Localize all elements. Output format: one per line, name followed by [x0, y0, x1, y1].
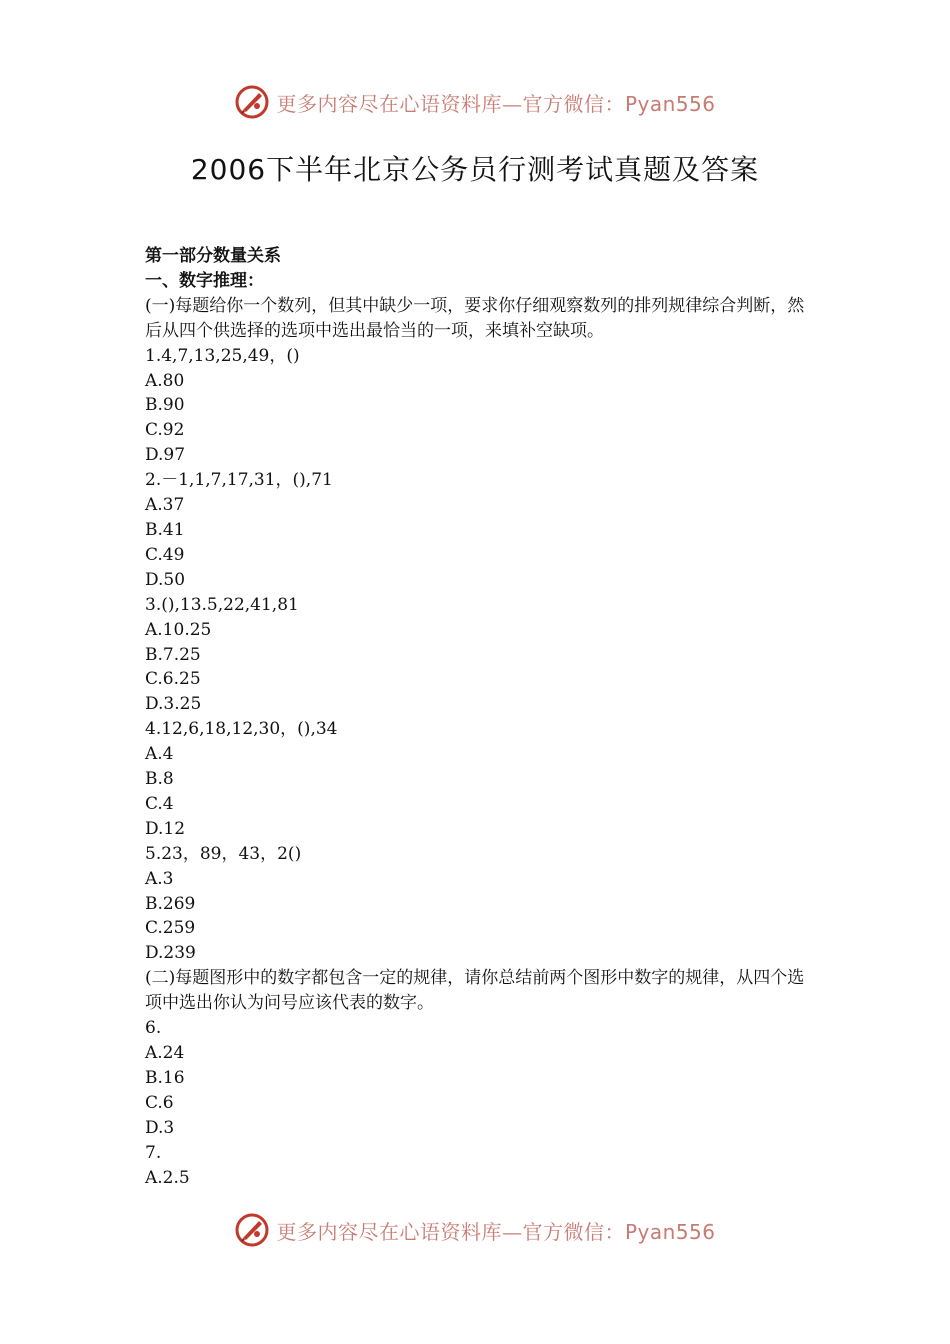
- question-stem: 6.: [145, 1018, 162, 1039]
- option: B.41: [145, 519, 185, 540]
- header-banner: [0, 82, 950, 122]
- option: A.4: [145, 744, 174, 765]
- option: B.16: [145, 1067, 185, 1088]
- question-stem: 5.23，89，43，2(): [145, 843, 302, 864]
- banner-text: 更多内容尽在心语资料库—官方微信：Pyan556: [276, 1219, 716, 1244]
- question-block-7: [145, 1141, 815, 1191]
- option: C.6: [145, 1092, 174, 1113]
- option: D.50: [145, 569, 186, 590]
- instruction-paragraph-2: (二)每题图形中的数字都包含一定的规律，请你总结前两个图形中数字的规律，从四个选项中选出你认为问号应该代表的数字。: [145, 968, 805, 1014]
- option: C.92: [145, 420, 185, 441]
- option: D.12: [145, 818, 186, 839]
- option: A.2.5: [145, 1167, 190, 1188]
- document-body: [145, 244, 815, 1190]
- question-block-5: [145, 842, 815, 967]
- wechat-id: Pyan556: [624, 1219, 716, 1244]
- section-heading: 一、数字推理：: [145, 270, 264, 291]
- document-title: 2006下半年北京公务员行测考试真题及答案: [190, 153, 760, 186]
- option: D.239: [145, 943, 196, 964]
- option: A.37: [145, 495, 185, 516]
- option: A.3: [145, 868, 174, 889]
- question-stem: 2.－1,1,7,17,31，(),71: [145, 470, 333, 491]
- question-stem: 4.12,6,18,12,30，(),34: [145, 719, 338, 740]
- option: C.49: [145, 544, 185, 565]
- quill-seal-icon: [234, 84, 270, 120]
- question-block-4: [145, 717, 815, 842]
- option: B.8: [145, 769, 174, 790]
- option: A.10.25: [145, 619, 212, 640]
- option: B.7.25: [145, 644, 201, 665]
- footer-banner: [0, 1210, 950, 1250]
- option: C.6.25: [145, 669, 201, 690]
- option: D.97: [145, 445, 186, 466]
- question-stem: 1.4,7,13,25,49，(): [145, 345, 300, 366]
- wechat-id: Pyan556: [624, 91, 716, 116]
- option: B.269: [145, 893, 196, 914]
- question-stem: 3.(),13.5,22,41,81: [145, 594, 299, 615]
- question-block-2: [145, 468, 815, 593]
- option: D.3: [145, 1117, 175, 1138]
- option: B.90: [145, 395, 185, 416]
- question-stem: 7.: [145, 1142, 162, 1163]
- option: C.259: [145, 918, 196, 939]
- option: C.4: [145, 793, 174, 814]
- instruction-paragraph-1: (一)每题给你一个数列，但其中缺少一项，要求你仔细观察数列的排列规律综合判断，然后从四个供选择的选项中选出最恰当的一项，来填补空缺项。: [145, 295, 805, 341]
- part-heading: 第一部分数量关系: [145, 246, 281, 266]
- question-block-6: [145, 1016, 815, 1141]
- option: D.3.25: [145, 694, 202, 715]
- question-block-1: [145, 344, 815, 469]
- question-block-3: [145, 593, 815, 718]
- banner-text: 更多内容尽在心语资料库—官方微信：Pyan556: [276, 91, 716, 116]
- option: A.80: [145, 370, 185, 391]
- option: A.24: [145, 1043, 185, 1063]
- quill-seal-icon: [234, 1212, 270, 1248]
